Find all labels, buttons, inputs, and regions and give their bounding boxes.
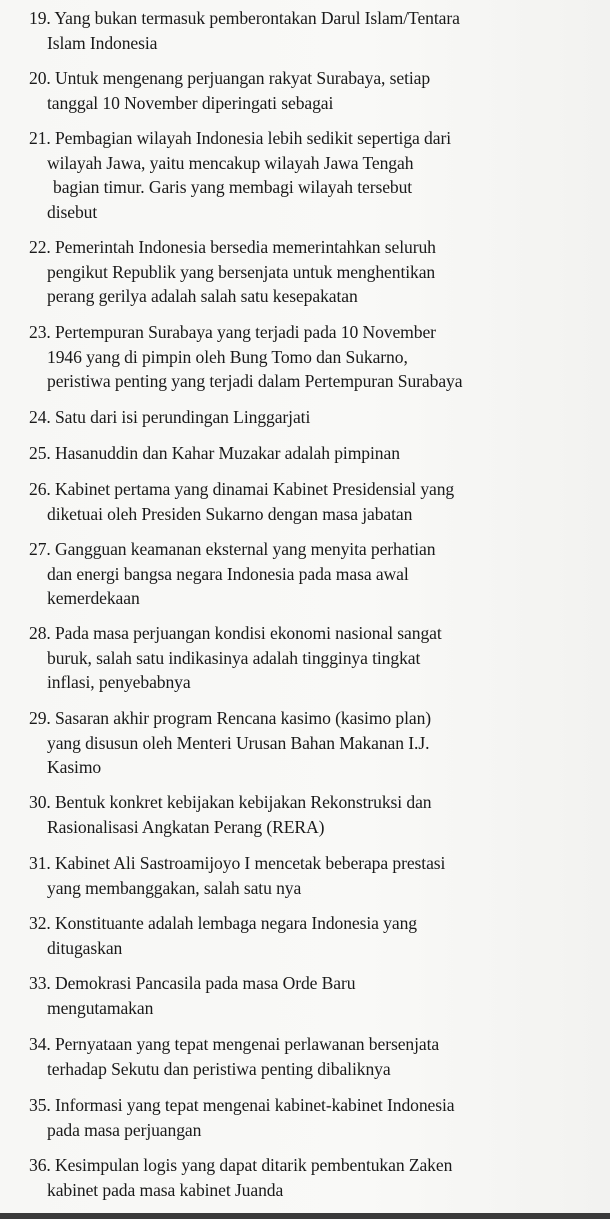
question-line: perang gerilya adalah salah satu kesepakatan (47, 286, 358, 306)
question-28 (29, 621, 604, 695)
question-31 (29, 851, 604, 900)
question-25 (29, 441, 604, 466)
question-23 (29, 320, 604, 394)
question-line: 31. Kabinet Ali Sastroamijoyo I mencetak beberapa prestasi (29, 853, 446, 873)
question-30 (29, 790, 604, 839)
question-line: 33. Demokrasi Pancasila pada masa Orde Baru (29, 973, 356, 993)
question-line: 28. Pada masa perjuangan kondisi ekonomi nasional sangat (29, 623, 442, 643)
question-line: diketuai oleh Presiden Sukarno dengan masa jabatan (47, 503, 413, 524)
question-21 (29, 126, 604, 224)
question-line: 26. Kabinet pertama yang dinamai Kabinet Presidensial yang (29, 479, 455, 499)
question-line: 1946 yang di pimpin oleh Bung Tomo dan Sukarno, (47, 346, 408, 367)
question-line: yang membanggakan, salah satu nya (47, 877, 302, 898)
question-line: tanggal 10 November diperingati sebagai (47, 92, 334, 113)
question-line: 19. Yang bukan termasuk pemberontakan Darul Islam/Tentara (29, 8, 460, 28)
question-line: terhadap Sekutu dan peristiwa penting dibaliknya (47, 1058, 391, 1079)
question-line: 35. Informasi yang tepat mengenai kabinet-kabinet Indonesia (29, 1095, 455, 1115)
question-line: inflasi, penyebabnya (47, 672, 191, 692)
question-26 (29, 477, 604, 526)
question-20 (29, 66, 604, 115)
question-line: dan energi bangsa negara Indonesia pada masa awal (47, 563, 409, 584)
question-line: 32. Konstituante adalah lembaga negara Indonesia yang (29, 913, 417, 933)
question-line: 21. Pembagian wilayah Indonesia lebih sedikit sepertiga dari (29, 128, 451, 148)
question-line: disebut (47, 201, 98, 222)
question-29 (29, 706, 604, 780)
question-line: peristiwa penting yang terjadi dalam Pertempuran Surabaya (47, 371, 463, 391)
question-line: 36. Kesimpulan logis yang dapat ditarik pembentukan Zaken (29, 1155, 453, 1175)
question-32 (29, 911, 604, 960)
question-line: buruk, salah satu indikasinya adalah tingginya tingkat (47, 647, 421, 668)
question-line: yang disusun oleh Menteri Urusan Bahan Makanan I.J. (47, 732, 430, 753)
question-24 (29, 405, 604, 430)
question-33 (29, 971, 604, 1020)
question-line: mengutamakan (47, 997, 154, 1018)
question-19 (29, 6, 604, 55)
question-27 (29, 537, 604, 611)
question-line: bagian timur. Garis yang membagi wilayah tersebut (53, 177, 413, 197)
bottom-edge-divider (0, 1213, 610, 1219)
question-35 (29, 1093, 604, 1142)
question-line: Islam Indonesia (47, 32, 158, 53)
question-line: 27. Gangguan keamanan eksternal yang menyita perhatian (29, 539, 436, 559)
question-line: 29. Sasaran akhir program Rencana kasimo (kasimo plan) (29, 708, 432, 728)
question-22 (29, 235, 604, 309)
question-line: Kasimo (47, 757, 102, 777)
question-line: 22. Pemerintah Indonesia bersedia memerintahkan seluruh (29, 237, 436, 257)
question-line: 20. Untuk mengenang perjuangan rakyat Surabaya, setiap (29, 68, 431, 88)
question-line: 30. Bentuk konkret kebijakan kebijakan Rekonstruksi dan (29, 792, 432, 812)
question-line: kabinet pada masa kabinet Juanda (47, 1179, 284, 1200)
question-line: 25. Hasanuddin dan Kahar Muzakar adalah pimpinan (29, 443, 400, 463)
question-line: pada masa perjuangan (47, 1119, 202, 1140)
question-line: kemerdekaan (47, 588, 140, 608)
question-line: 23. Pertempuran Surabaya yang terjadi pada 10 November (29, 322, 436, 342)
question-line: wilayah Jawa, yaitu mencakup wilayah Jawa Tengah (47, 152, 414, 173)
question-line: Rasionalisasi Angkatan Perang (RERA) (47, 816, 325, 837)
question-line: 24. Satu dari isi perundingan Linggarjati (29, 407, 311, 427)
question-line: 34. Pernyataan yang tepat mengenai perlawanan bersenjata (29, 1034, 440, 1054)
question-line: pengikut Republik yang bersenjata untuk menghentikan (47, 261, 436, 282)
question-36 (29, 1153, 604, 1202)
question-line: ditugaskan (47, 937, 123, 958)
question-34 (29, 1032, 604, 1081)
